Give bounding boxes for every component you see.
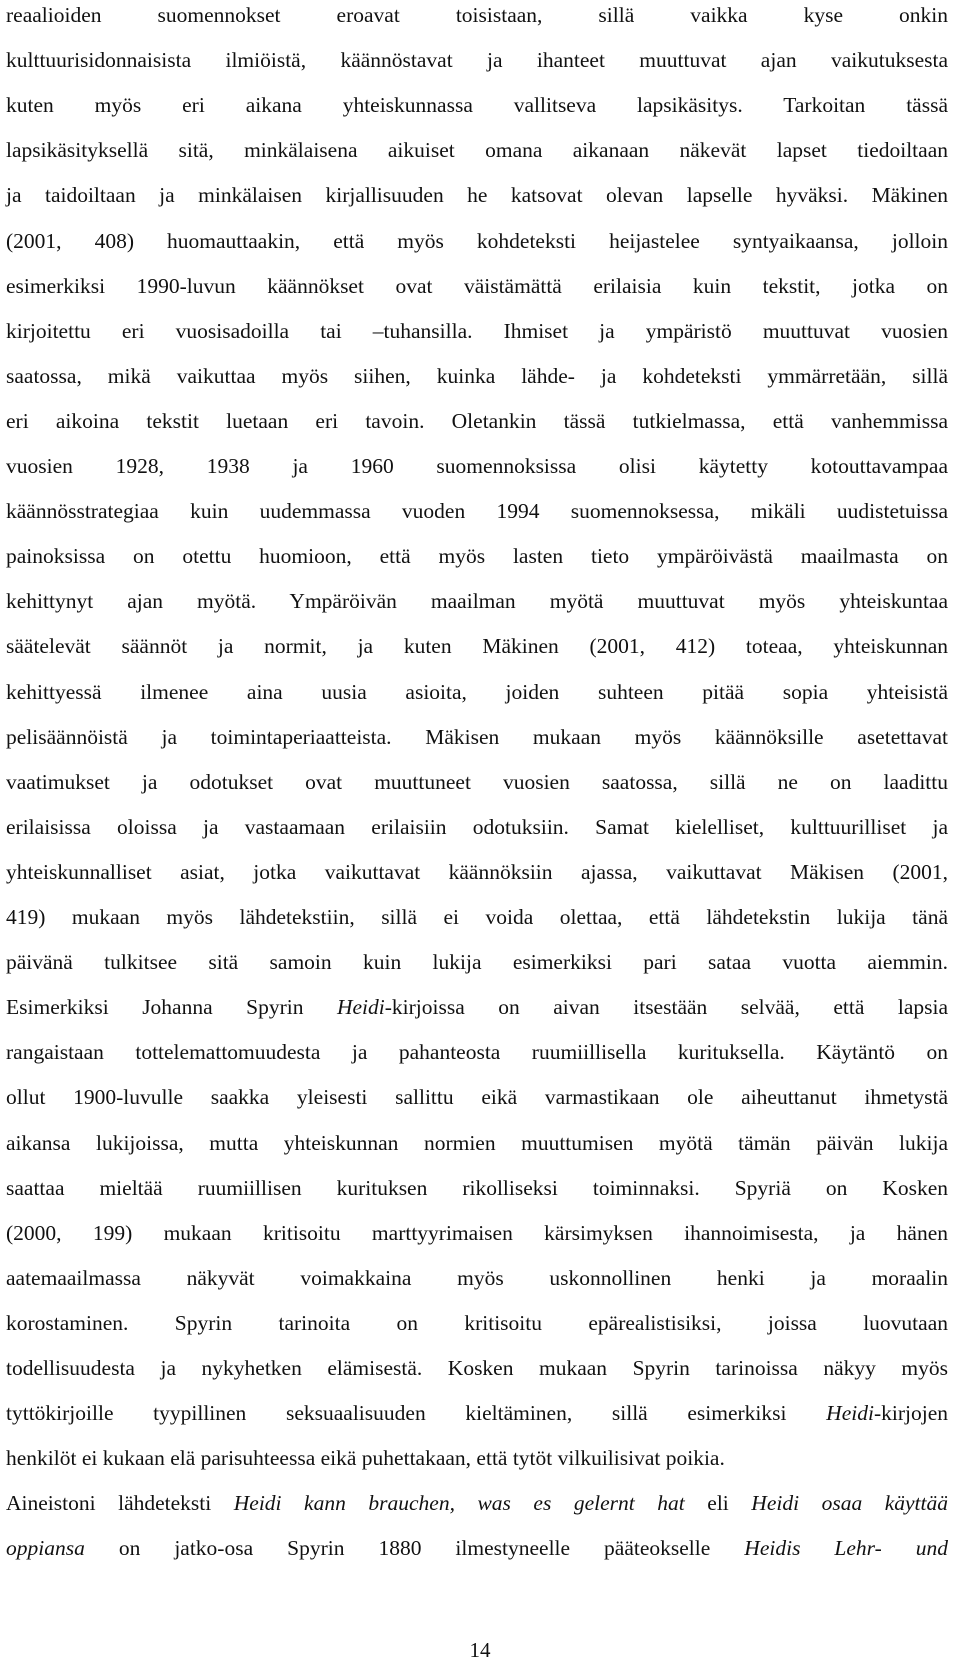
text-segment: eri aikoina tekstit luetaan eri tavoin. Oletankin tässä tutkielmassa, että vanhemmissa xyxy=(6,408,948,433)
text-segment: (2001, 408) huomauttaakin, että myös kohdeteksti heijastelee syntyaikaansa, jolloin xyxy=(6,228,948,253)
text-line xyxy=(6,857,948,887)
text-segment: -kirjojen xyxy=(873,1401,948,1426)
text-line xyxy=(6,541,948,571)
text-segment: kuten myös eri aikana yhteiskunnassa vallitseva lapsikäsitys. Tarkoitan tässä xyxy=(6,93,948,118)
text-line xyxy=(6,586,948,616)
text-segment: pelisäännöistä ja toimintaperiaatteista. Mäkisen mukaan myös käännöksille asetettavat xyxy=(6,724,948,749)
text-segment: Aineistoni lähdeteksti xyxy=(6,1491,234,1516)
text-segment: on jatko-osa Spyrin 1880 ilmestyneelle pääteokselle xyxy=(84,1536,745,1561)
italic-text: Heidi osaa käyttää xyxy=(751,1491,948,1516)
text-segment: saatossa, mikä vaikuttaa myös siihen, kuinka lähde- ja kohdeteksti ymmärretään, sillä xyxy=(6,363,948,388)
text-segment: ja taidoiltaan ja minkälaisen kirjallisuuden he katsovat olevan lapselle hyväksi. Mäkinen xyxy=(6,183,948,208)
text-segment: (2000, 199) mukaan kritisoitu marttyyrimaisen kärsimyksen ihannoimisesta, ja hänen xyxy=(6,1220,948,1245)
text-line xyxy=(6,451,948,481)
text-line xyxy=(6,631,948,661)
text-segment: henkilöt ei kukaan elä parisuhteessa eikä puhettakaan, että tytöt vilkuilisivat poikia. xyxy=(6,1446,725,1471)
text-segment: kehittynyt ajan myötä. Ympäröivän maailman myötä muuttuvat myös yhteiskuntaa xyxy=(6,589,948,614)
italic-text: Heidi xyxy=(826,1401,874,1426)
text-segment: tyttökirjoille tyypillinen seksuaalisuuden kieltäminen, sillä esimerkiksi xyxy=(6,1401,827,1426)
text-line xyxy=(6,180,948,210)
text-line xyxy=(6,1218,948,1248)
text-segment: käännösstrategiaa kuin uudemmassa vuoden 1994 suomennoksessa, mikäli uudistetuissa xyxy=(6,499,948,524)
italic-text: Heidis Lehr- und xyxy=(744,1536,949,1561)
text-line xyxy=(6,496,948,526)
text-line xyxy=(6,0,948,30)
text-line xyxy=(6,992,948,1022)
text-line xyxy=(6,135,948,165)
italic-text: Heidi xyxy=(336,995,385,1020)
text-line xyxy=(6,1173,948,1203)
text-line xyxy=(6,1353,948,1383)
text-segment: saattaa mieltää ruumiillisen kurituksen rikolliseksi toiminnaksi. Spyriä on Kosken xyxy=(6,1175,948,1200)
text-segment: säätelevät säännöt ja normit, ja kuten Mäkinen (2001, 412) toteaa, yhteiskunnan xyxy=(6,634,948,659)
text-segment: -kirjoissa on aivan itsestään selvää, että lapsia xyxy=(384,995,948,1020)
text-line xyxy=(6,902,948,932)
text-segment: aatemaailmassa näkyvät voimakkaina myös uskonnollinen henki ja moraalin xyxy=(6,1265,948,1290)
text-segment: Esimerkiksi Johanna Spyrin xyxy=(6,995,337,1020)
text-segment: todellisuudesta ja nykyhetken elämisestä. Kosken mukaan Spyrin tarinoissa näkyy myös xyxy=(6,1356,948,1380)
text-line xyxy=(6,767,948,797)
text-segment: päivänä tulkitsee sitä samoin kuin lukija esimerkiksi pari sataa vuotta aiemmin. xyxy=(6,950,948,975)
text-segment: ollut 1900-luvulle saakka yleisesti sallittu eikä varmastikaan ole aiheuttanut ihmetystä xyxy=(6,1085,948,1110)
text-line xyxy=(6,1082,948,1112)
text-segment: erilaisissa oloissa ja vastaamaan erilaisiin odotuksiin. Samat kielelliset, kulttuurilliset ja xyxy=(6,814,948,839)
text-line xyxy=(6,1037,948,1067)
text-segment: vuosien 1928, 1938 ja 1960 suomennoksissa olisi käytetty kotouttavampaa xyxy=(6,454,948,478)
text-segment: lapsikäsityksellä sitä, minkälaisena aikuiset omana aikanaan näkevät lapset tiedoiltaan xyxy=(6,138,948,163)
page-number: 14 xyxy=(469,1638,491,1662)
text-line xyxy=(6,1533,948,1563)
text-segment: aikansa lukijoissa, mutta yhteiskunnan normien muuttumisen myötä tämän päivän lukija xyxy=(6,1130,948,1155)
text-line xyxy=(6,271,948,301)
text-line xyxy=(6,316,948,346)
text-segment: kulttuurisidonnaisista ilmiöistä, käännöstavat ja ihanteet muuttuvat ajan vaikutuksesta xyxy=(6,48,948,73)
text-line xyxy=(6,812,948,842)
text-line xyxy=(6,361,948,391)
text-line xyxy=(6,722,948,752)
text-line xyxy=(6,1443,725,1473)
text-line xyxy=(6,90,948,120)
text-segment: painoksissa on otettu huomioon, että myös lasten tieto ympäröivästä maailmasta on xyxy=(6,544,948,569)
text-line xyxy=(6,226,948,256)
text-segment: kirjoitettu eri vuosisadoilla tai –tuhansilla. Ihmiset ja ympäristö muuttuvat vuosien xyxy=(6,318,948,343)
text-segment: yhteiskunnalliset asiat, jotka vaikuttavat käännöksiin ajassa, vaikuttavat Mäkisen (2001, xyxy=(6,859,948,884)
italic-text: Heidi kann brauchen, was es gelernt hat xyxy=(233,1491,685,1516)
text-segment: vaatimukset ja odotukset ovat muuttuneet vuosien saatossa, sillä ne on laadittu xyxy=(6,769,948,794)
text-segment: reaalioiden suomennokset eroavat toisistaan, sillä vaikka kyse onkin xyxy=(6,3,948,27)
text-line xyxy=(6,1128,948,1158)
text-segment: kehittyessä ilmenee aina uusia asioita, joiden suhteen pitää sopia yhteisistä xyxy=(6,679,948,704)
text-segment: 419) mukaan myös lähdetekstiin, sillä ei voida olettaa, että lähdetekstin lukija tänä xyxy=(6,905,948,929)
text-line xyxy=(6,1488,948,1518)
text-segment: rangaistaan tottelemattomuudesta ja pahanteosta ruumiillisella kurituksella. Käytäntö on xyxy=(6,1040,948,1065)
text-segment: esimerkiksi 1990-luvun käännökset ovat väistämättä erilaisia kuin tekstit, jotka on xyxy=(6,273,948,298)
text-line xyxy=(6,406,948,436)
text-line xyxy=(6,1398,948,1428)
text-line xyxy=(6,677,948,707)
text-line xyxy=(6,1263,948,1293)
italic-text: oppiansa xyxy=(6,1536,85,1561)
text-line xyxy=(6,45,948,75)
text-segment: korostaminen. Spyrin tarinoita on kritisoitu epärealistisiksi, joissa luovutaan xyxy=(6,1310,948,1335)
text-line xyxy=(6,947,948,977)
text-line xyxy=(6,1308,948,1338)
text-segment: eli xyxy=(684,1491,752,1516)
